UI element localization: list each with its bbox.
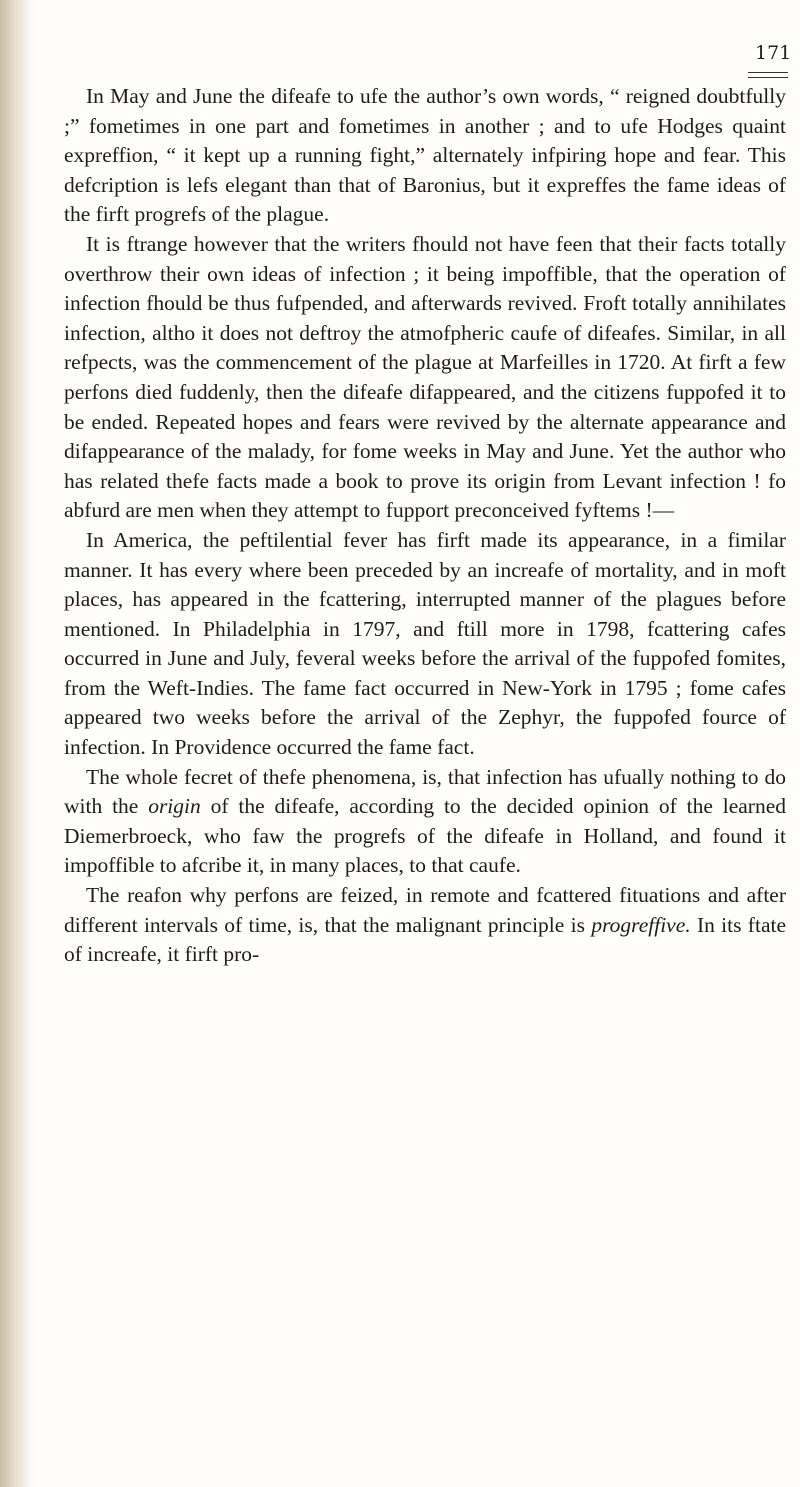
paragraph-4-emphasis: origin <box>148 794 201 819</box>
paragraph-5-emphasis: progreffive. <box>591 912 691 937</box>
page-number: 171 <box>755 42 792 64</box>
paragraph-1: In May and June the difeafe to ufe the author’s own words, “ reigned doubtfully ;” fometimes in one part and fometimes in another ; and to ufe Hodges quaint expreffion, “ it kept up a running fight,” alternately infpiring hope and fear. This defcription is lefs elegant than that of Baronius, but it expreffes the fame ideas of the firft progrefs of the plague. <box>64 84 786 227</box>
paragraph-4-start: The whole fecret of thefe phenomena, is, that infection has ufually nothing to do with the <box>64 764 786 819</box>
paragraph-2: It is ftrange however that the writers fhould not have feen that their facts totally overthrow their own ideas of infection ; it being impoffible, that the operation of infection fhould be thus fufpended, and afterwards revived. Froft totally annihilates infection, altho it does not deftroy the atmofpheric caufe of difeafes. Similar, in all refpects, was the commencement of the plague at Marfeilles in 1720. At firft a few perfons died fuddenly, then the difeafe difappeared, and the citizens fuppofed it to be ended. Repeated hopes and fears were revived by the alternate appearance and difappearance of the malady, for fome weeks in May and June. Yet the author who has related thefe facts made a book to prove its origin from Levant infection ! fo abfurd are men when they attempt to fupport preconceived fyftems !— <box>64 231 786 523</box>
body-text <box>64 82 786 970</box>
page-number-rule <box>748 72 788 78</box>
paragraph-5 <box>64 881 786 970</box>
paragraph-3: In America, the peftilential fever has firft made its appearance, in a fimilar manner. It has every where been preceded by an increafe of mortality, and in moft places, has appeared in the fcattering, interrupted manner of the plagues before mentioned. In Philadelphia in 1797, and ftill more in 1798, fcattering cafes occurred in June and July, feveral weeks before the arrival of the fuppofed fomites, from the Weft-Indies. The fame fact occurred in New-York in 1795 ; fome cafes appeared two weeks before the arrival of the Zephyr, the fuppofed fource of infection. In Providence occurred the fame fact. <box>64 527 786 760</box>
paragraph-4-end: of the difeafe, according to the decided opinion of the learned Diemerbroeck, who faw the progrefs of the difeafe in Holland, and found it impoffible to afcribe it, in many places, to that caufe. <box>64 794 786 878</box>
paragraph-5-start: The reafon why perfons are feized, in remote and fcattered fituations and after different intervals of time, is, that the malignant principle is <box>64 883 786 937</box>
page-gutter-shadow <box>0 0 30 1487</box>
paragraph-5-end: In its ftate of increafe, it firft pro- <box>64 912 786 967</box>
paragraph-4 <box>64 763 786 881</box>
